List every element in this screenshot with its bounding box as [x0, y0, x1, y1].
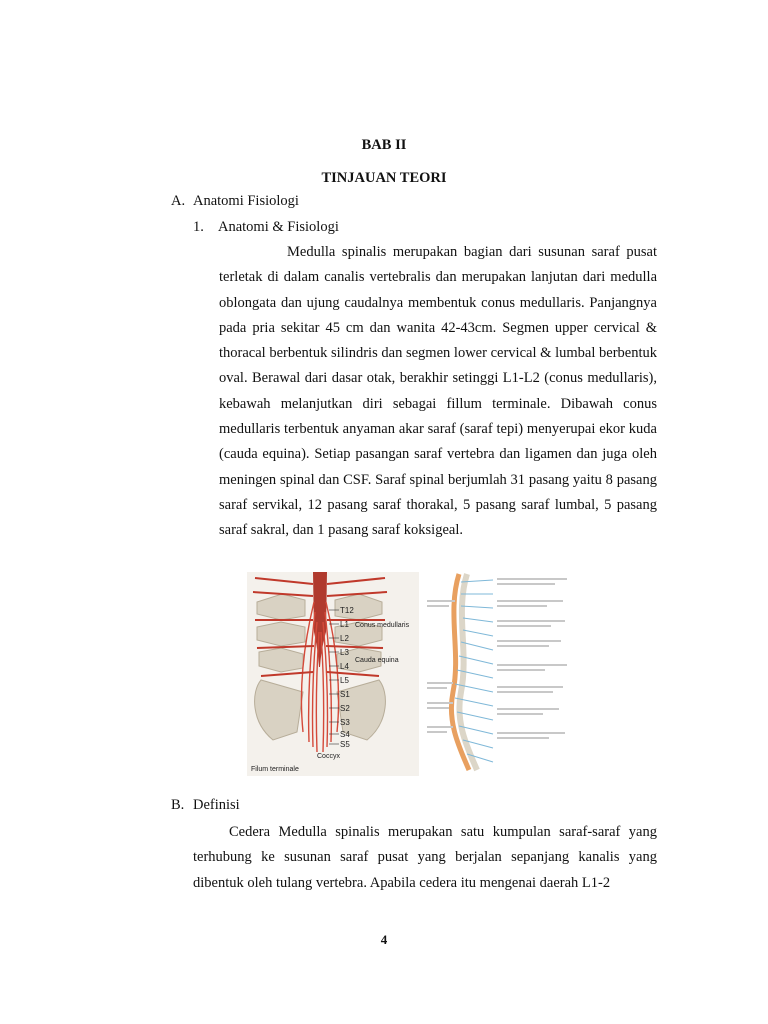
page-number: 4	[380, 932, 388, 947]
label-conus-medullaris: Conus medullaris	[355, 622, 410, 629]
label-L2: L2	[340, 634, 349, 643]
paragraph-anatomy	[219, 240, 657, 544]
spinal-cord-figure	[247, 572, 573, 776]
label-S5: S5	[340, 740, 350, 749]
paragraph-definition	[193, 820, 657, 896]
section-a-title: Anatomi Fisiologi	[193, 193, 299, 209]
spinal-cord-illustration	[247, 572, 573, 776]
label-S1: S1	[340, 690, 350, 699]
label-coccyx: Coccyx	[317, 753, 340, 760]
label-S3: S3	[340, 718, 350, 727]
label-filum-terminale: Filum terminale	[251, 766, 299, 773]
section-b-marker: B.	[171, 797, 185, 813]
chapter-number: BAB II	[361, 137, 407, 153]
label-T12: T12	[340, 606, 354, 615]
paragraph-anatomy-text: Medulla spinalis merupakan bagian dari susunan saraf pusat terletak di dalam canalis vertebralis dan merupakan lanjutan dari medulla oblongata dan ujung caudalnya membentuk conus medullaris. Panjangnya pada pria sekitar 45 cm dan wanita 42-43cm. Segmen upper cervical & thoracal berbentuk silindris dan segmen lower cervical & lumbal berbentuk oval. Berawal dari dasar otak, berakhir setinggi L1-L2 (conus medullaris), kebawah melanjutkan diri sebagai fillum terminale. Dibawah conus medullaris terbentuk anyaman akar saraf (saraf tepi) menyerupai ekor kuda (cauda equina). Setiap pasangan saraf vertebra dan ligamen dan juga oleh meningen spinal dan CSF. Saraf spinal berjumlah 31 pasang yaitu 8 pasang saraf servikal, 12 pasang saraf thorakal, 5 pasang saraf lumbal, 5 pasang saraf sakral, dan 1 pasang saraf koksigeal.	[219, 244, 657, 539]
section-a-marker: A.	[171, 193, 186, 209]
label-L3: L3	[340, 648, 349, 657]
label-L4: L4	[340, 662, 349, 671]
label-L1: L1	[340, 620, 349, 629]
section-b-title: Definisi	[193, 797, 240, 813]
label-S2: S2	[340, 704, 350, 713]
subsection-1-marker: 1.	[193, 219, 204, 235]
label-S4: S4	[340, 730, 350, 739]
subsection-1-title: Anatomi & Fisiologi	[218, 219, 339, 235]
label-L5: L5	[340, 676, 349, 685]
label-cauda-equina: Cauda equina	[355, 657, 399, 664]
paragraph-definition-text: Cedera Medulla spinalis merupakan satu kumpulan saraf-saraf yang terhubung ke susunan saraf pusat yang berjalan sepanjang kanalis yang dibentuk oleh tulang vertebra. Apabila cedera itu mengenai daerah L1-2	[193, 824, 657, 891]
right-panel-bg	[423, 572, 573, 776]
chapter-title: TINJAUAN TEORI	[321, 170, 447, 186]
